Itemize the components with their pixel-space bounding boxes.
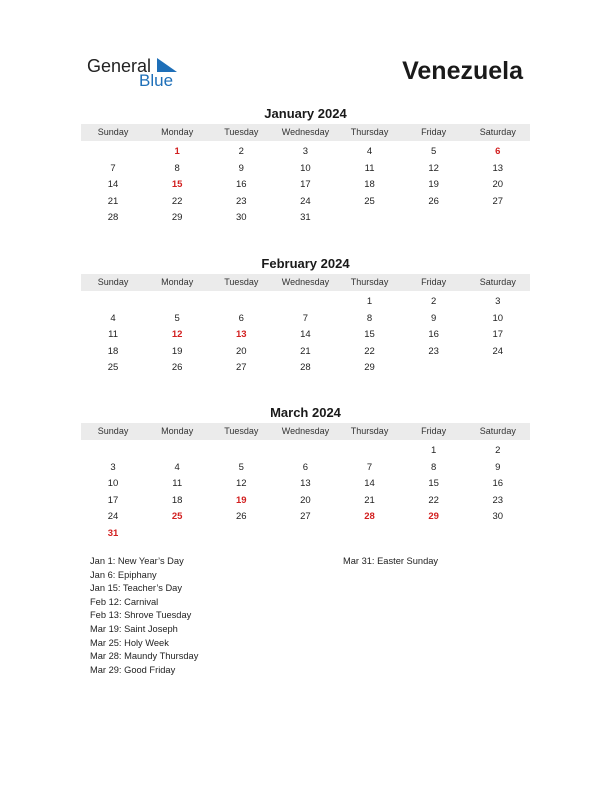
day-cell: 21 [300, 345, 311, 357]
logo [87, 56, 187, 92]
holiday-entry: Jan 15: Teacher’s Day [90, 583, 182, 594]
day-cell: 19 [171, 345, 183, 357]
holiday-day-cell: 29 [428, 511, 439, 523]
day-cell: 18 [364, 179, 375, 191]
day-cell [273, 443, 337, 460]
holiday-list-right [343, 555, 438, 569]
country-title: Venezuela [402, 57, 523, 85]
day-cell: 30 [236, 212, 247, 224]
day-cell [338, 526, 402, 543]
day-cell: 3 [302, 146, 309, 157]
day-cell [466, 526, 530, 543]
month-title: January 2024 [264, 106, 347, 121]
day-cell: 5 [174, 312, 180, 324]
day-cell [145, 294, 209, 311]
weekday-header [81, 274, 530, 291]
holiday-entry: Mar 25: Holy Week [90, 637, 169, 648]
day-cell: 16 [428, 329, 439, 341]
day-cell: 10 [107, 478, 119, 490]
holiday-entry: Mar 29: Good Friday [90, 664, 176, 675]
holiday-list-left [90, 555, 198, 677]
day-cell: 12 [428, 162, 439, 174]
day-cell: 14 [364, 478, 375, 490]
week-row [81, 526, 530, 543]
weekday-label: Thursday [350, 277, 389, 287]
day-cell: 17 [492, 329, 504, 341]
weekday-label: Monday [161, 127, 194, 137]
day-cell: 22 [364, 345, 375, 357]
day-cell: 7 [302, 312, 309, 324]
day-cell: 20 [236, 345, 247, 357]
day-cell [466, 210, 530, 227]
day-cell: 26 [236, 511, 247, 523]
holiday-entry: Feb 12: Carnival [90, 596, 159, 607]
day-cell: 14 [300, 329, 311, 341]
day-cell: 16 [236, 179, 247, 191]
holiday-day-cell: 1 [174, 146, 180, 157]
day-cell: 1 [366, 296, 373, 307]
weekday-label: Friday [421, 127, 447, 137]
holiday-entry: Mar 19: Saint Joseph [90, 623, 178, 634]
week-row [81, 210, 530, 227]
holiday-entry: Jan 6: Epiphany [90, 569, 157, 580]
day-cell: 27 [236, 362, 247, 374]
day-cell: 10 [492, 312, 504, 324]
weekday-label: Sunday [97, 127, 129, 137]
week-row [81, 344, 530, 361]
weekday-label: Wednesday [281, 426, 330, 436]
day-cell [273, 526, 337, 543]
day-cell [466, 360, 530, 377]
day-cell [81, 294, 145, 311]
day-cell [209, 294, 273, 311]
weekday-label: Sunday [97, 426, 129, 436]
day-cell [145, 443, 209, 460]
day-cell: 23 [492, 494, 504, 506]
day-cell: 16 [492, 478, 504, 490]
weekday-label: Tuesday [224, 426, 259, 436]
day-cell: 2 [238, 146, 244, 157]
day-cell: 9 [431, 312, 437, 324]
day-cell: 28 [300, 362, 311, 374]
weekday-label: Friday [421, 277, 447, 287]
day-cell: 3 [110, 461, 116, 473]
month-january [81, 106, 530, 227]
holiday-day-cell: 19 [236, 494, 247, 506]
holiday-day-cell: 15 [171, 179, 183, 191]
weekday-label: Wednesday [281, 127, 330, 137]
logo-blue-text: Blue [139, 71, 174, 90]
week-row [81, 161, 530, 178]
day-cell: 29 [364, 362, 375, 374]
day-cell: 4 [366, 146, 373, 157]
day-cell: 3 [495, 296, 501, 307]
week-row [81, 194, 530, 211]
day-cell: 12 [236, 478, 247, 490]
day-cell: 26 [428, 195, 439, 207]
week-row [81, 509, 530, 526]
day-cell: 21 [364, 494, 375, 506]
holiday-entry: Mar 31: Easter Sunday [343, 556, 439, 566]
weekday-label: Sunday [97, 277, 129, 287]
holiday-day-cell: 6 [495, 146, 501, 157]
holiday-day-cell: 25 [171, 511, 183, 523]
day-cell: 17 [107, 494, 119, 506]
day-cell [402, 210, 466, 227]
day-cell: 17 [300, 179, 311, 191]
day-cell: 7 [110, 162, 116, 174]
day-cell [338, 210, 402, 227]
weekday-label: Tuesday [224, 127, 259, 137]
day-cell: 15 [428, 478, 439, 490]
day-cell: 15 [364, 329, 375, 341]
day-cell: 24 [492, 345, 504, 357]
day-cell: 11 [172, 478, 183, 490]
day-cell: 10 [300, 162, 311, 174]
day-cell: 23 [236, 195, 247, 207]
day-cell: 18 [107, 345, 119, 357]
week-row [81, 443, 530, 460]
day-cell: 14 [107, 179, 119, 191]
logo-triangle-icon [157, 58, 177, 72]
day-cell: 6 [238, 312, 244, 324]
month-title: February 2024 [261, 256, 350, 271]
day-cell: 20 [300, 494, 311, 506]
weekday-header [81, 124, 530, 141]
day-cell: 4 [110, 312, 116, 324]
day-cell: 29 [171, 212, 183, 224]
day-cell: 5 [431, 146, 437, 157]
weekday-label: Wednesday [281, 277, 330, 287]
day-cell [338, 443, 402, 460]
weekday-label: Saturday [479, 426, 516, 436]
holiday-day-cell: 31 [107, 527, 119, 539]
weekday-label: Friday [421, 426, 447, 436]
holiday-entry: Feb 13: Shrove Tuesday [90, 610, 192, 621]
day-cell: 30 [492, 511, 504, 523]
day-cell: 23 [428, 345, 439, 357]
day-cell: 7 [366, 461, 373, 473]
weekday-header [81, 423, 530, 440]
day-cell: 11 [364, 162, 375, 174]
day-cell: 4 [174, 461, 180, 473]
week-row [81, 476, 530, 493]
weekday-label: Monday [161, 277, 194, 287]
day-cell: 25 [107, 362, 119, 374]
month-title: March 2024 [270, 405, 341, 420]
day-cell: 6 [302, 461, 309, 473]
holiday-day-cell: 12 [171, 329, 183, 341]
day-cell: 26 [171, 362, 183, 374]
week-row [81, 311, 530, 328]
day-cell [81, 443, 145, 460]
day-cell [402, 526, 466, 543]
day-cell: 2 [431, 296, 437, 307]
day-cell: 25 [364, 195, 375, 207]
day-cell: 28 [107, 212, 119, 224]
day-cell [402, 360, 466, 377]
day-cell: 27 [492, 195, 504, 207]
day-cell: 9 [238, 162, 244, 174]
week-row [81, 294, 530, 311]
day-cell: 19 [428, 179, 439, 191]
weekday-label: Thursday [350, 426, 389, 436]
day-cell: 11 [108, 329, 118, 341]
day-cell: 2 [495, 445, 501, 456]
holiday-day-cell: 28 [364, 511, 375, 523]
weekday-label: Saturday [479, 127, 516, 137]
day-cell: 18 [171, 494, 183, 506]
holiday-day-cell: 13 [236, 329, 247, 341]
week-row [81, 360, 530, 377]
day-cell [209, 526, 273, 543]
day-cell: 13 [492, 162, 504, 174]
month-march [81, 405, 530, 543]
holiday-entry: Mar 28: Maundy Thursday [90, 651, 199, 662]
day-cell: 27 [300, 511, 311, 523]
weekday-label: Monday [161, 426, 194, 436]
week-row [81, 327, 530, 344]
logo-general-text: General [87, 56, 152, 76]
day-cell: 5 [238, 461, 244, 473]
week-row [81, 144, 530, 161]
day-cell: 31 [300, 212, 311, 224]
day-cell: 22 [428, 494, 439, 506]
week-row [81, 177, 530, 194]
day-cell: 8 [174, 162, 180, 174]
day-cell: 1 [431, 445, 437, 456]
month-february [81, 256, 530, 377]
day-cell [81, 144, 145, 161]
day-cell: 13 [300, 478, 311, 490]
weekday-label: Thursday [350, 127, 389, 137]
day-cell: 8 [366, 312, 373, 324]
day-cell: 20 [492, 179, 504, 191]
day-cell: 8 [431, 461, 437, 473]
day-cell: 22 [171, 195, 183, 207]
weekday-label: Tuesday [224, 277, 259, 287]
week-row [81, 460, 530, 477]
holiday-entry: Jan 1: New Year’s Day [90, 556, 184, 566]
weekday-label: Saturday [479, 277, 516, 287]
day-cell: 24 [107, 511, 119, 523]
day-cell: 24 [300, 195, 311, 207]
day-cell: 21 [107, 195, 119, 207]
day-cell [145, 526, 209, 543]
day-cell [273, 294, 337, 311]
day-cell: 9 [495, 461, 501, 473]
day-cell [209, 443, 273, 460]
week-row [81, 493, 530, 510]
